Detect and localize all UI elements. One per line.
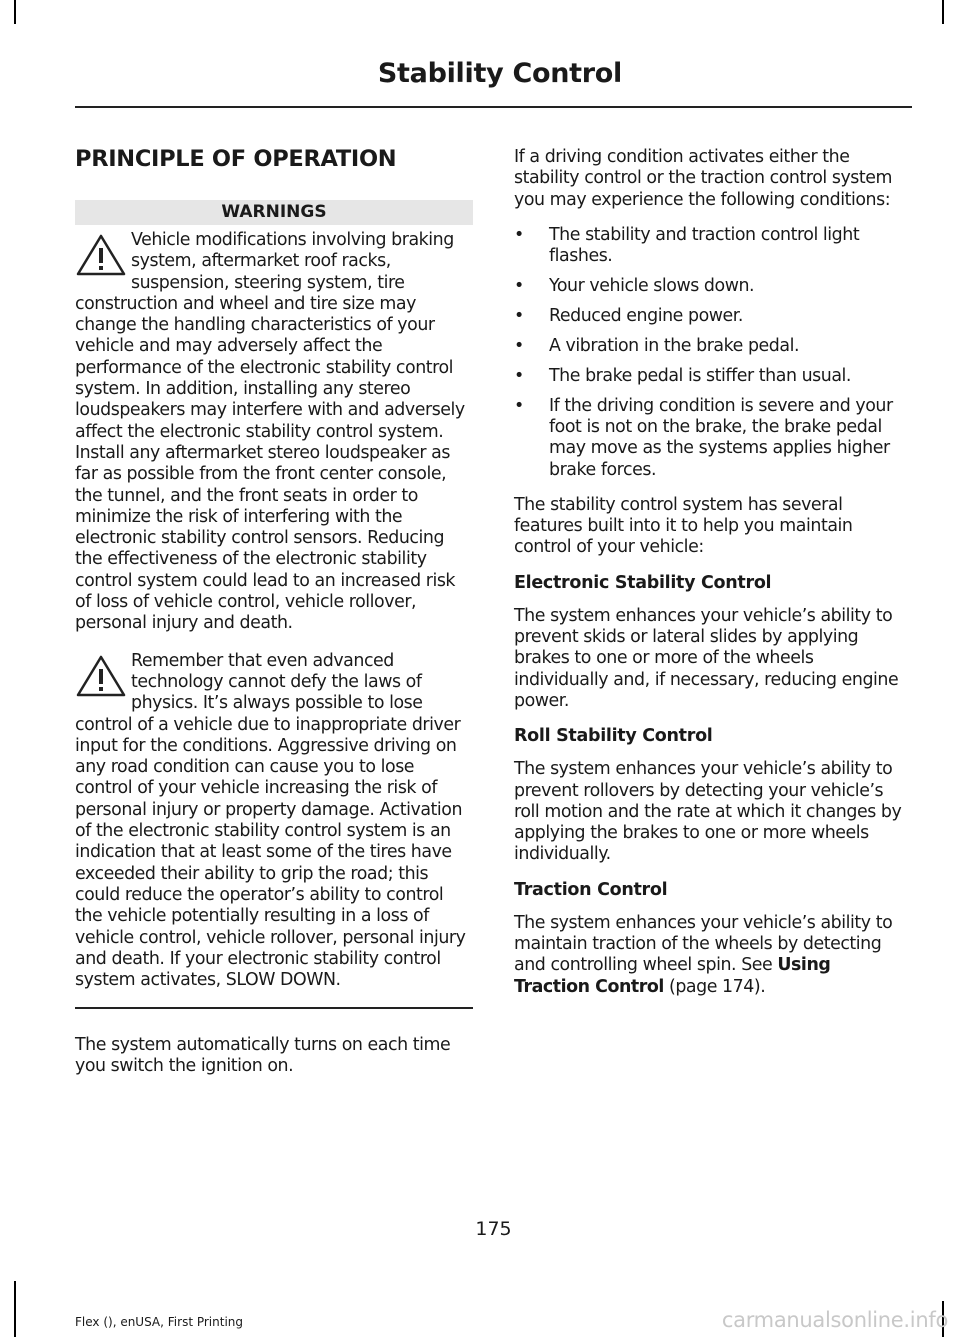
crop-mark-top-right [942, 0, 944, 24]
list-item: • If the driving condition is severe and your foot is not on the brake, the brake pedal may move as the systems applies higher brake forces. [514, 395, 893, 480]
cross-reference-link[interactable]: Using Traction Control [514, 955, 831, 997]
bullet: • [514, 305, 524, 326]
list-item: • A vibration in the brake pedal. [514, 335, 800, 356]
section-heading: PRINCIPLE OF OPERATION [75, 146, 397, 172]
crop-mark-top-left [14, 0, 16, 24]
warning-text: Remember that even advanced technology cannot defy the laws of physics. It’s always possible to lose control of a vehicle due to inappropriate driver input for the conditions. Aggressive driving on any road condition can cause you to lose control of your vehicle increasing the risk of personal injury or property damage. Activation of the electronic stability control system is an indication that at least some of the tires have exceeded their ability to grip the road; this could reduce the operator’s ability to control the vehicle potentially resulting in a loss of vehicle control, vehicle rollover, personal injury and death. If your electronic stability control system activates, SLOW DOWN. [75, 650, 466, 991]
subsection-heading: Electronic Stability Control [514, 572, 772, 593]
warning-item [75, 651, 473, 992]
printing-info: Flex (), enUSA, First Printing [75, 1315, 243, 1329]
watermark: carmanualsonline.info [721, 1308, 948, 1332]
features-paragraph: The stability control system has several features built into it to help you maintain control of your vehicle: [514, 494, 853, 558]
intro-paragraph: If a driving condition activates either the stability control or the traction control system you may experience the following conditions: [514, 147, 893, 210]
page-number: 175 [475, 1218, 512, 1240]
subsection-text: The system enhances your vehicle’s ability to prevent skids or lateral slides by applying brakes to one or more of the wheels individually and, if necessary, reducing engine power. [514, 605, 899, 711]
bullet: • [514, 395, 524, 416]
bullet: • [514, 224, 524, 245]
warning-text: Vehicle modifications involving braking system, aftermarket roof racks, suspension, steering system, tire construction and wheel and tire size may change the handling characteristics of your vehicle and may adversely affect the performance of the electronic stability control system. In addition, installing any stereo loudspeakers may interfere with and adversely affect the electronic stability control system. Install any aftermarket stereo loudspeaker as far as possible from the front center console, the tunnel, and the front seats in order to minimize the risk of interfering with the electronic stability control sensors. Reducing the effectiveness of the electronic stability control system could lead to an increased risk of loss of vehicle control, vehicle rollover, personal injury and death. [75, 230, 465, 634]
list-item: • Reduced engine power. [514, 305, 743, 326]
warning-triangle-icon [75, 654, 127, 698]
crop-mark-bottom-left [14, 1281, 16, 1337]
list-item: • The brake pedal is stiffer than usual. [514, 365, 852, 386]
left-column [75, 146, 473, 1077]
subsection-text: The system enhances your vehicle’s ability to prevent rollovers by detecting your vehicle’s roll motion and the rate at which it changes by applying the brakes to one or more wheels individually. [514, 759, 902, 865]
subsection-text: The system enhances your vehicle’s ability to maintain traction of the wheels by detecting and controlling wheel spin. See Using Traction Control (page 174). [514, 912, 893, 997]
conditions-list [514, 225, 910, 481]
header-divider [75, 106, 912, 108]
warning-triangle-icon [75, 233, 127, 277]
bullet: • [514, 365, 524, 386]
body-paragraph: The system automatically turns on each time you switch the ignition on. [75, 1034, 451, 1077]
bullet: • [514, 335, 524, 356]
subsection-heading: Roll Stability Control [514, 726, 713, 747]
page-reference: (page 174). [663, 976, 766, 997]
page-title: Stability Control [377, 58, 622, 89]
list-item: • The stability and traction control light flashes. [514, 224, 860, 267]
subsection-heading: Traction Control [514, 879, 668, 900]
warning-item [75, 230, 473, 635]
warnings-divider [75, 1007, 473, 1009]
bullet: • [514, 276, 524, 297]
warnings-label: WARNINGS [75, 200, 473, 225]
right-column [514, 147, 910, 1012]
list-item: • Your vehicle slows down. [514, 276, 755, 297]
